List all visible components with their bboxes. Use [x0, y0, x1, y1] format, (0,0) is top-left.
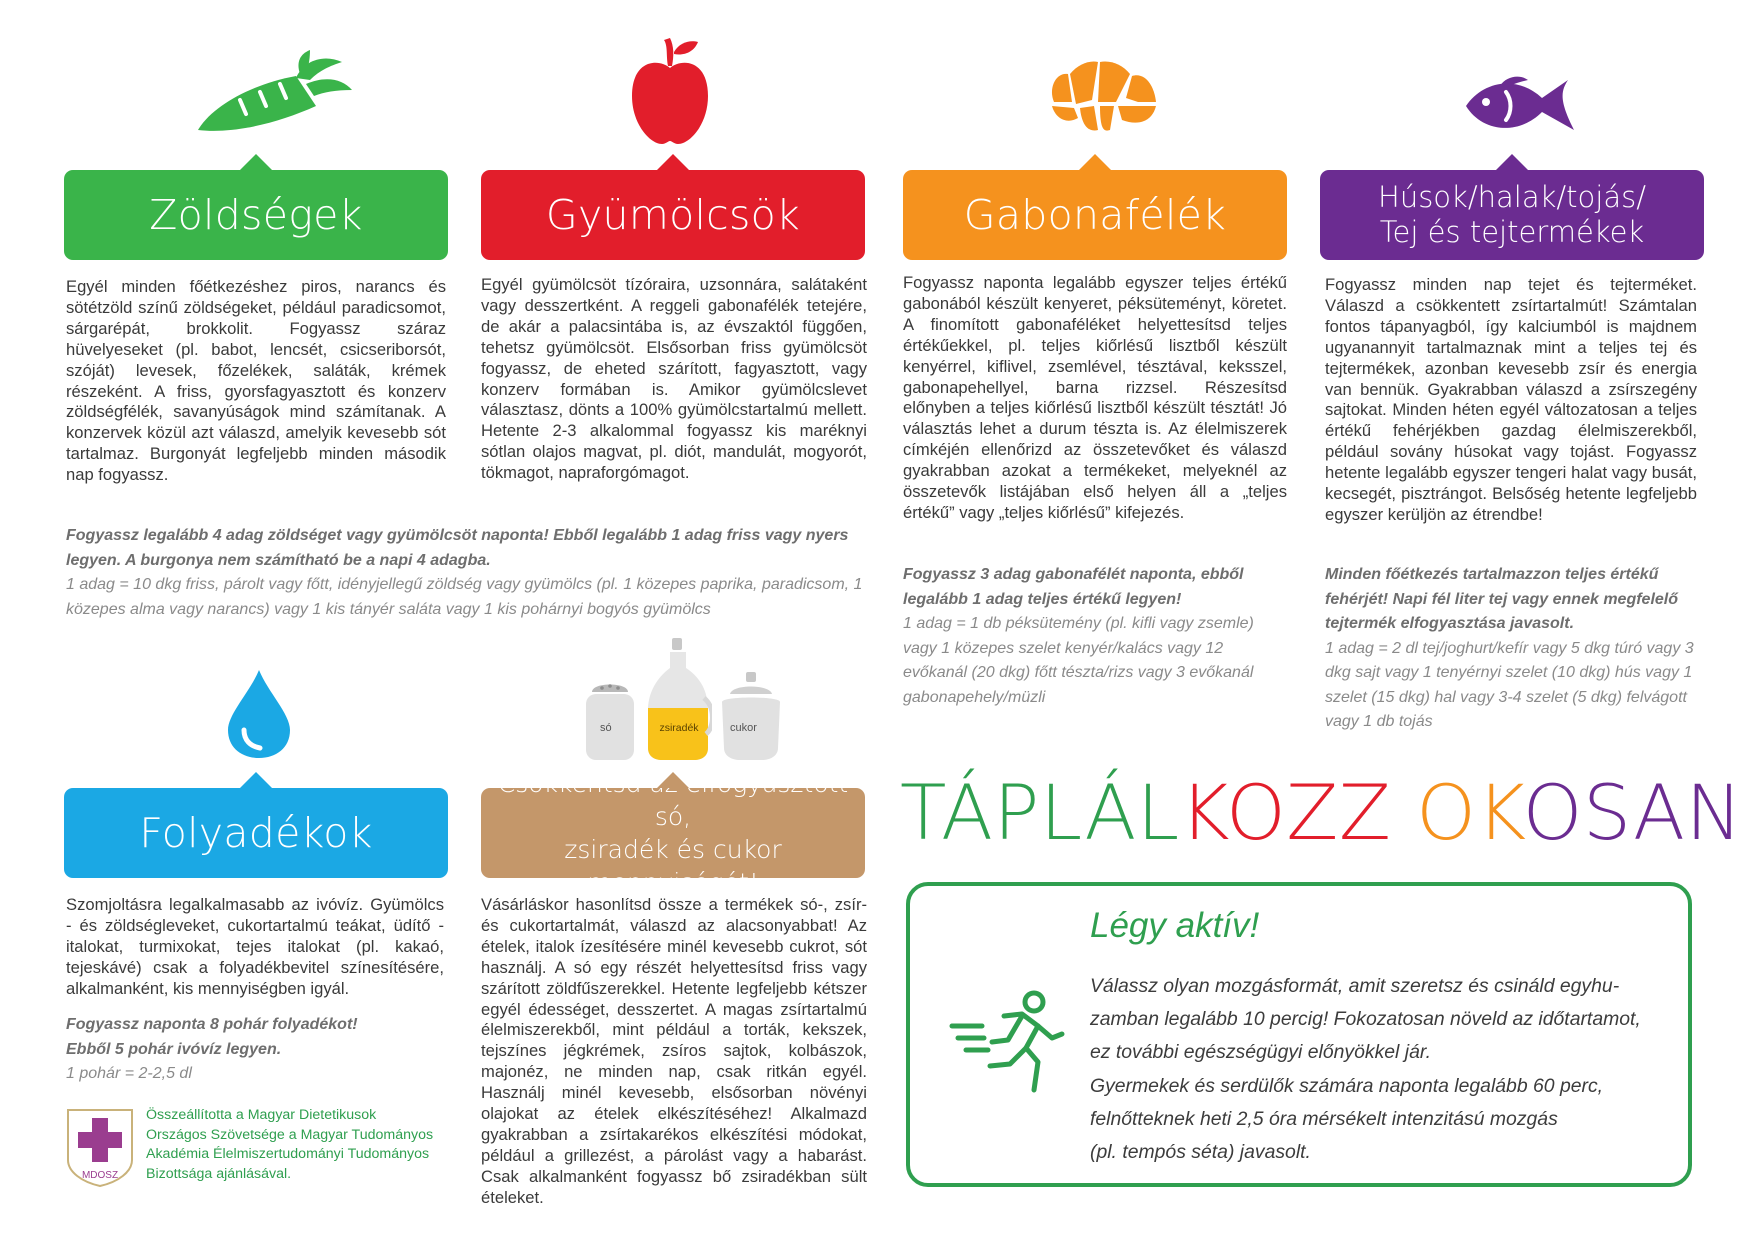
- main-title-part-1: TÁPLÁL: [900, 768, 1180, 857]
- sugar-shaker-icon: [718, 672, 784, 762]
- water-drop-icon: [226, 668, 292, 760]
- grains-rec-bold: Fogyassz 3 adag gabonafélét naponta, ebből legalább 1 adag teljes értékű legyen!: [903, 566, 1244, 608]
- oil-bottle-icon: [646, 638, 712, 762]
- credit-line: Bizottsága ajánlásával.: [146, 1165, 292, 1182]
- active-line: (pl. tempós séta) javasolt.: [1090, 1141, 1311, 1164]
- protein-paragraph: Fogyassz minden nap tejet és tejterméket. Válaszd a csökkentett zsírtartalmút! Számtalan fontos tápanyagból, így kalciumból is majdnem ugyanannyit tartalmaznak mint a teljes tej és tejtermékek, azonban kevesebb zsír és energia van bennük. Gyakrabban válaszd a zsírszegény sajtokat. Minden héten egyél változatosan a teljes értékű fehérjékben gazdag élelmiszerekből, például sovány húsokat vagy tojást. Fogyassz hetente legalább egyszer tengeri halat vagy busát, kecsegét, pisztrángot. Belsőség hetente legfeljebb egyszer kerüljön az étrendbe!: [1325, 275, 1697, 524]
- fruit-veg-rec-note: 1 adag = 10 dkg friss, párolt vagy főtt, idényjellegű zöldség vagy gyümölcs (pl. 1 közepes paprika, paradicsom, 1 közepes alma vagy narancs) vagy 1 kis tányér saláta vagy 1 kis pohárnyi bogyós gyümölcs: [66, 576, 863, 618]
- fruit-veg-rec-bold: Fogyassz legalább 4 adag zöldséget vagy gyümölcsöt naponta! Ebből legalább 1 adag friss vagy nyers legyen. A burgonya nem számítható be a napi 4 adagba.: [66, 527, 849, 569]
- fruits-text: [481, 275, 867, 484]
- main-title: [900, 768, 1743, 857]
- vegetables-paragraph: Egyél minden főétkezéshez piros, narancs és sötétzöld színű zöldségeket, például paradicsomot, sárgarépát, brokkolit. Fogyassz száraz hüvelyeseket (pl. babot, lencsét, csicseriborsót, szóját) levesek, főzelékek, saláták, krémek részeként. A friss, gyorsfagyasztott és konzerv zöldségfélék, savanyúságok mind számítanak. A konzervek közül azt válaszd, amelyik kevesebb sót tartalmaz. Burgonyát legfeljebb minden második nap fogyassz.: [66, 277, 446, 485]
- liquids-header: [64, 788, 448, 878]
- protein-rec-note: 1 adag = 2 dl tej/joghurt/kefír vagy 5 dkg túró vagy 3 dkg sajt vagy 1 tenyérnyi szelet (10 dkg) hús vagy 1 szelet (15 dkg) hal vagy 3-4 szelet (5 dkg) felvágott vagy 1 db tojás: [1325, 639, 1694, 730]
- fruits-header: [481, 170, 865, 260]
- grains-text: [903, 273, 1287, 524]
- protein-title-line2: Tej és tejtermékek: [1379, 215, 1645, 249]
- protein-text: [1325, 275, 1697, 526]
- fruits-title: Gyümölcsök: [545, 191, 801, 239]
- active-line: Gyermekek és serdülők számára naponta legalább 60 perc,: [1090, 1074, 1604, 1097]
- salt-label: só: [600, 722, 612, 734]
- reduce-paragraph: Vásárláskor hasonlítsd össze a termékek só-, zsír- és cukortartalmát, válaszd az alacsonyabbat! Az ételek, italok ízesítésére minél kevesebb cukrot, sót használj. A só egy részét helyettesítsd friss vagy szárított zöldfűszerekkel. Hetente legfeljebb kétszer egyél édességet, desszertet. A magas zsírtartalmú élelmiszerekből, mint például a torták, kekszek, tejszínes jégkrémek, zsíros sajtok, kolbászok, majonéz, ne minden nap, csak ritkán egyél. Használj minél kevesebb, elsősorban növényi olajokat az ételek elkészítéséhez! Alkalmazd gyakrabban a zsírtakarékos elkészítési módokat, például a grillezést, a párolást vagy a habarást. Csak alkalmanként fogyassz bő zsiradékban sült ételeket.: [481, 895, 867, 1207]
- protein-recommendation: [1325, 563, 1705, 735]
- liquids-rec-note: 1 pohár = 2-2,5 dl: [66, 1065, 192, 1082]
- main-title-part-4: OSAN: [1522, 768, 1743, 857]
- reduce-title-line2: zsiradék és cukor mennyiségét!: [564, 835, 782, 897]
- active-box: [906, 882, 1692, 1187]
- liquids-title: Folyadékok: [139, 809, 373, 857]
- credit-line: Akadémia Élelmiszertudományi Tudományos: [146, 1146, 430, 1163]
- protein-title-line1: Húsok/halak/tojás/: [1378, 180, 1646, 214]
- apple-icon: [628, 38, 712, 146]
- vegetables-header: [64, 170, 448, 260]
- reduce-title-line1: Csökkentsd az elfogyasztott só,: [497, 769, 849, 831]
- reduce-text: [481, 895, 867, 1209]
- credit-line: Országos Szövetsége a Magyar Tudományos: [146, 1126, 434, 1143]
- liquids-text: [66, 895, 444, 1000]
- sugar-label: cukor: [730, 722, 757, 734]
- carrot-icon: [192, 50, 352, 136]
- liquids-paragraph: Szomjoltásra legalkalmasabb az ivóvíz. Gyümölcs - és zöldségleveket, cukortartalmú teákat, üdítő - italokat, turmixokat, tejes italokat (pl. kakaó, tejeskávé) csak a folyadékbevitel színesítésére, alkalmanként, kis mennyiségben igyál.: [66, 895, 444, 998]
- liquids-rec-bold: Fogyassz naponta 8 pohár folyadékot! Ebből 5 pohár ivóvíz legyen.: [66, 1016, 358, 1058]
- salt-shaker-icon: [582, 678, 638, 762]
- mdosz-logo: [64, 1106, 136, 1188]
- fish-icon: [1462, 74, 1576, 136]
- running-person-icon: [948, 986, 1068, 1096]
- active-line: felnőtteknek heti 2,5 óra mérsékelt intenzitású mozgás: [1090, 1107, 1558, 1130]
- grains-rec-note: 1 adag = 1 db péksütemény (pl. kifli vagy zsemle) vagy 1 közepes szelet kenyér/kalács vagy 12 evőkanál (20 dkg) főtt tészta/rizs vagy 3 evőkanál gabonapehely/müzli: [903, 615, 1254, 706]
- main-title-part-3: OK: [1416, 768, 1523, 857]
- protein-header: [1320, 170, 1704, 260]
- active-line: zamban legalább 10 percig! Fokozatosan növeld az időtartamot,: [1090, 1008, 1641, 1031]
- active-line: Válassz olyan mozgásformát, amit szeretsz és csináld egyhu-: [1090, 975, 1620, 997]
- liquids-recommendation: [66, 1013, 396, 1087]
- active-title: Légy aktív!: [1090, 906, 1260, 945]
- grains-paragraph: Fogyassz naponta legalább egyszer teljes értékű gabonából készült kenyeret, péksüteményt, köretet. A finomított gabonaféléket helyettesítsd teljes értékűekkel, pl. teljes kiőrlésű lisztből készült kenyérrel, kiflivel, zsemlével, tésztával, keksszel, gabonapehellyel, barna rizzsel. Részesítsd előnyben a teljes kiőrlésű lisztből készült tésztát! Jó választás lehet a durum tészta is. Az élelmiszerek címkéjén ellenőrizd az összetevőket és válaszd gyakrabban azokat a termékeket, melyeknél az összetevők listájában első helyen áll a „teljes értékű” vagy „teljes kiőrlésű” kifejezés.: [903, 273, 1287, 522]
- grains-title: Gabonafélék: [963, 191, 1227, 239]
- mdosz-logo-text: MDOSZ: [81, 1170, 119, 1181]
- grains-header: [903, 170, 1287, 260]
- vegetables-text: [66, 277, 446, 486]
- reduce-header: [481, 769, 865, 897]
- credit-line: Összeállította a Magyar Dietetikusok: [146, 1107, 377, 1123]
- vegetables-title: Zöldségek: [149, 191, 363, 239]
- protein-rec-bold: Minden főétkezés tartalmazzon teljes értékű fehérjét! Napi fél liter tej vagy ennek megfelelő tejtermék elfogyasztása javasolt.: [1325, 566, 1678, 632]
- active-line: ez további egészségügyi előnyökkel jár.: [1090, 1041, 1431, 1064]
- grains-recommendation: [903, 563, 1273, 710]
- croissant-icon: [1048, 56, 1160, 134]
- active-text: [1090, 970, 1660, 1169]
- credit-text: [146, 1106, 476, 1184]
- fruit-veg-recommendation: [66, 524, 866, 622]
- fruits-paragraph: Egyél gyümölcsöt tízóraira, uzsonnára, salátaként vagy desszertként. A reggeli gabonafélék tetejére, de akár a palacsintába is, az évszaktól függően, tehetsz gyümölcsöt. Elsősorban friss gyümölcsöt fogyassz, de eheted szárított, fagyasztott, vagy konzerv formában is. Amikor gyümölcslevet választasz, dönts a 100% gyümölcstartalmú mellett. Hetente 2-3 alkalommal fogyassz kis maréknyi sótlan olajos magvat, pl. diót, mandulát, mogyorót, tökmagot, napraforgómagot.: [481, 275, 867, 483]
- main-title-part-2: KOZZ: [1179, 768, 1417, 857]
- fat-label: zsiradék: [659, 722, 699, 734]
- condiment-shakers: [582, 638, 782, 758]
